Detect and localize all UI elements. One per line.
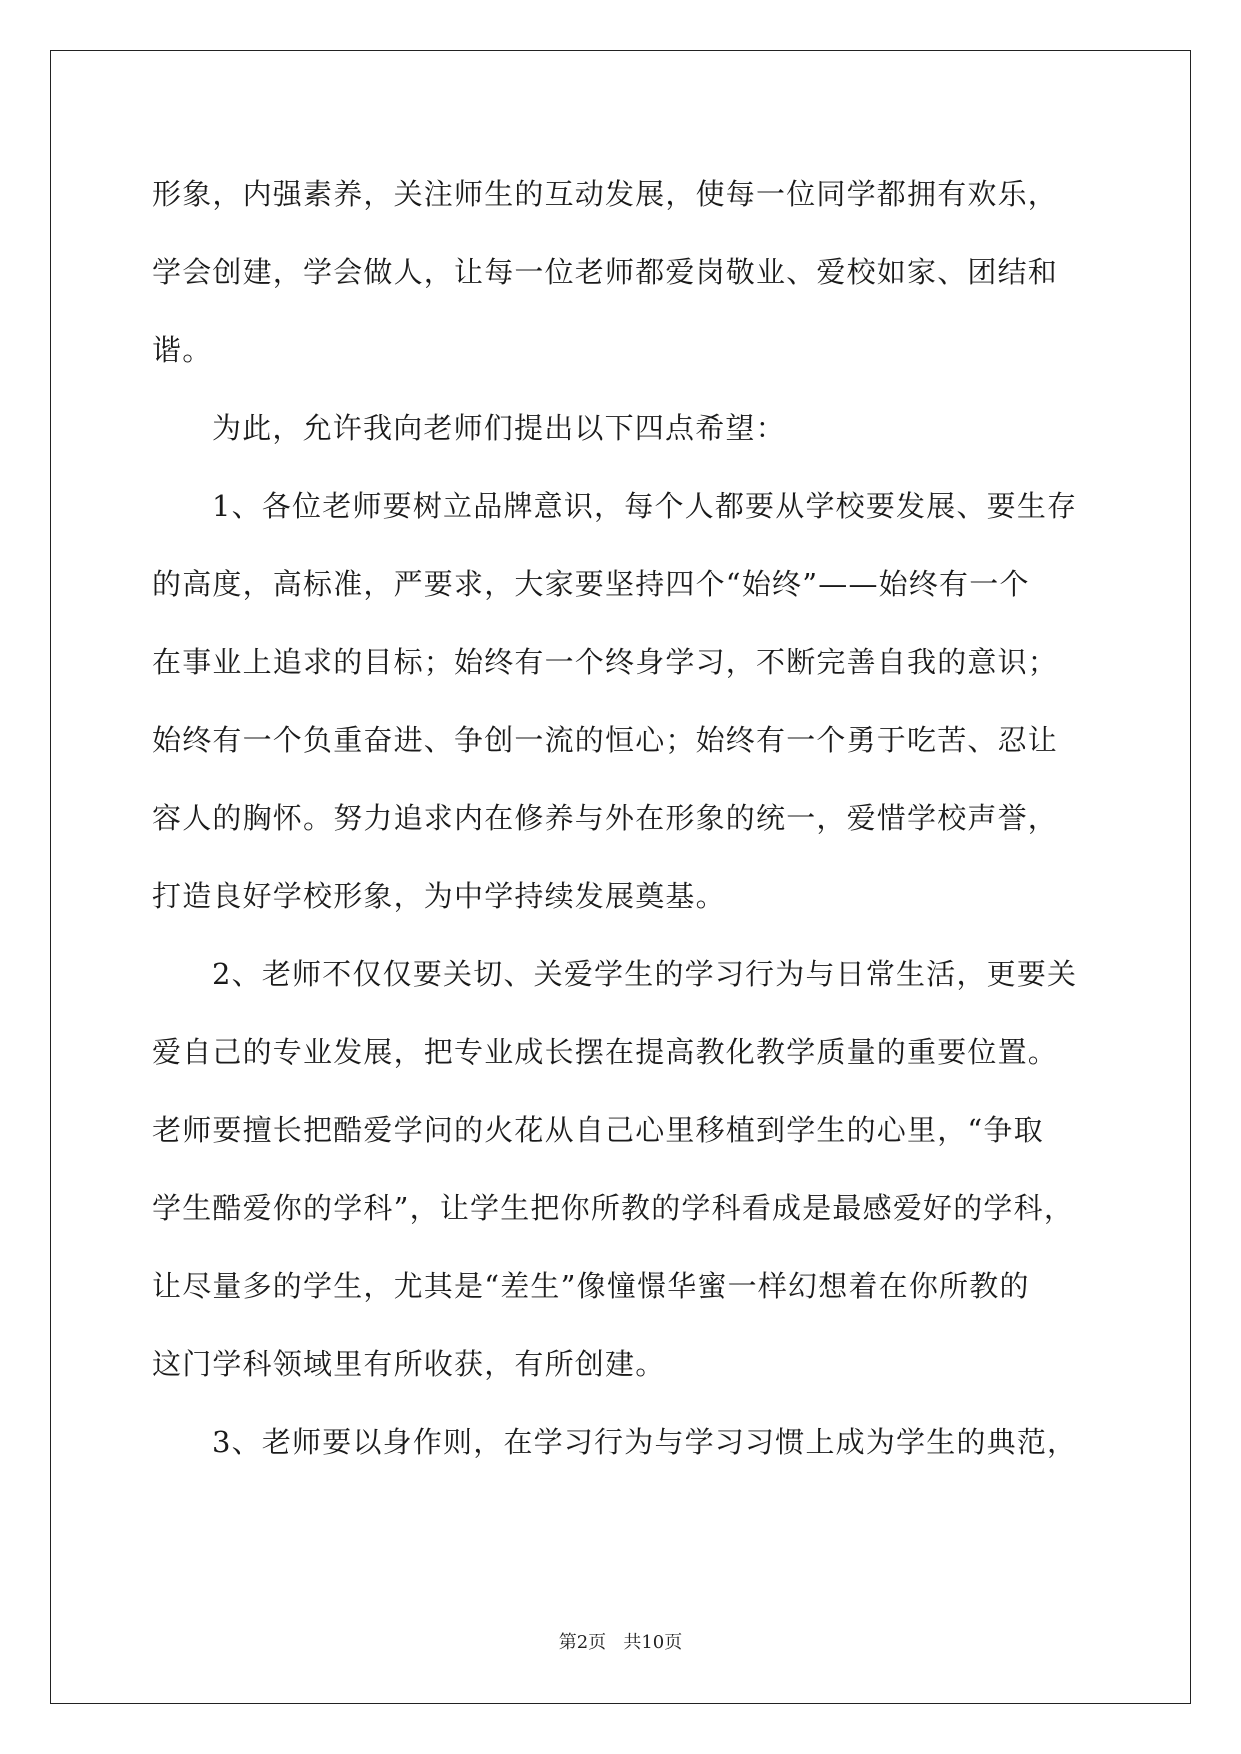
text-line-5: 1、各位老师要树立品牌意识，每个人都要从学校要发展、要生存	[212, 489, 1078, 523]
text-line-3: 谐。	[152, 333, 213, 367]
document-body	[152, 155, 1092, 1481]
text-line-9: 容人的胸怀。努力追求内在修养与外在形象的统一，爱惜学校声誉，	[152, 801, 1059, 835]
text-line-15: 让尽量多的学生，尤其是“差生”像憧憬华蜜一样幻想着在你所教的	[152, 1269, 1030, 1303]
text-line-13: 老师要擅长把酷爱学问的火花从自己心里移植到学生的心里，“争取	[152, 1113, 1044, 1147]
text-line-12: 爱自己的专业发展，把专业成长摆在提高教化教学质量的重要位置。	[152, 1035, 1059, 1069]
text-line-2: 学会创建，学会做人，让每一位老师都爱岗敬业、爱校如家、团结和	[152, 255, 1059, 289]
text-line-10: 打造良好学校形象，为中学持续发展奠基。	[152, 879, 726, 913]
text-line-11: 2、老师不仅仅要关切、关爱学生的学习行为与日常生活，更要关	[212, 957, 1078, 991]
text-line-17: 3、老师要以身作则，在学习行为与学习习惯上成为学生的典范，	[212, 1425, 1078, 1459]
text-line-1: 形象，内强素养，关注师生的互动发展，使每一位同学都拥有欢乐，	[152, 177, 1059, 211]
text-line-14: 学生酷爱你的学科”，让学生把你所教的学科看成是最感爱好的学科，	[152, 1191, 1075, 1225]
text-line-16: 这门学科领域里有所收获，有所创建。	[152, 1347, 666, 1381]
text-line-4: 为此，允许我向老师们提出以下四点希望：	[212, 411, 786, 445]
text-line-8: 始终有一个负重奋进、争创一流的恒心；始终有一个勇于吃苦、忍让	[152, 723, 1059, 757]
text-line-6: 的高度，高标准，严要求，大家要坚持四个“始终”——始终有一个	[152, 567, 1030, 601]
page-number-footer: 第2页 共10页	[558, 1632, 683, 1653]
text-line-7: 在事业上追求的目标；始终有一个终身学习，不断完善自我的意识；	[152, 645, 1059, 679]
